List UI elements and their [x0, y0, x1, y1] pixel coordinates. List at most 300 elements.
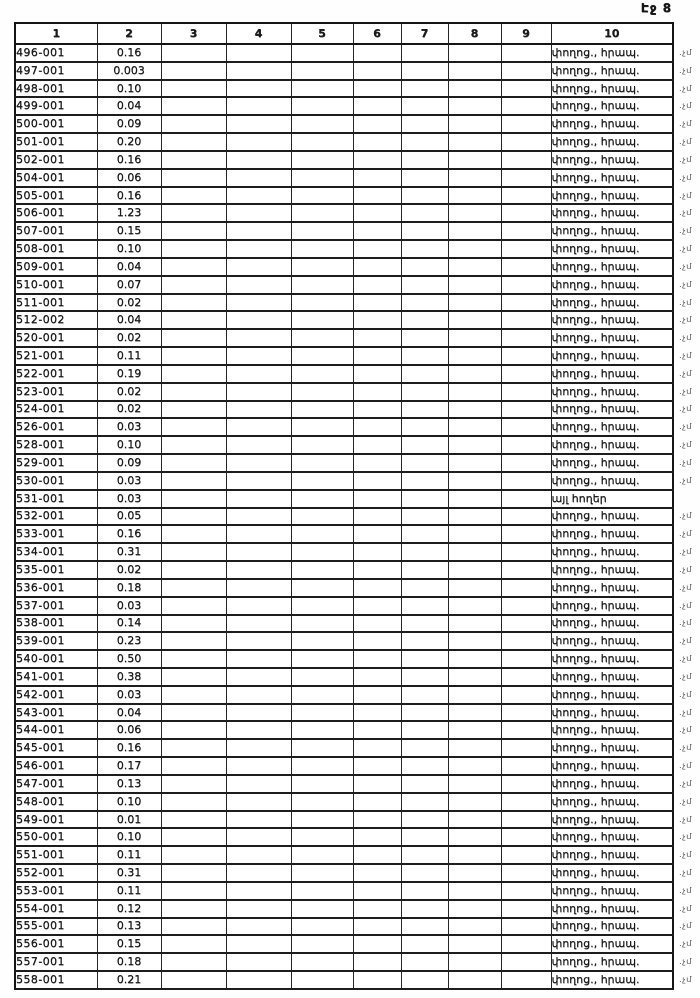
empty-cell — [448, 294, 501, 312]
table-row — [15, 686, 673, 704]
margin-scan-mark: .չմ — [679, 796, 693, 807]
empty-cell — [501, 953, 551, 971]
empty-cell — [226, 793, 291, 811]
empty-cell — [353, 62, 401, 80]
margin-scan-mark: .չմ — [679, 369, 693, 379]
empty-cell — [448, 632, 501, 650]
empty-cell — [448, 579, 501, 597]
landuse-cell: փողոց., հրապ. — [551, 828, 673, 846]
table-row — [15, 365, 673, 383]
code-cell: 547-001 — [15, 775, 97, 793]
empty-cell — [448, 508, 501, 526]
margin-scan-mark: .չմ — [679, 404, 693, 415]
margin-scan-mark: .չմ — [679, 886, 693, 896]
margin-scan-mark: .չմ — [679, 297, 693, 308]
value-cell: 0.02 — [97, 561, 161, 579]
empty-cell — [291, 846, 353, 864]
margin-scan-mark: .չմ — [679, 743, 693, 753]
empty-cell — [353, 311, 401, 329]
empty-cell — [226, 329, 291, 347]
empty-cell — [501, 632, 551, 650]
table-row — [15, 258, 673, 276]
value-cell: 0.31 — [97, 864, 161, 882]
landuse-cell: փողոց., հրապ. — [551, 151, 673, 169]
empty-cell — [448, 62, 501, 80]
empty-cell — [401, 418, 448, 436]
code-cell: 500-001 — [15, 115, 97, 133]
margin-scan-mark: .չմ — [679, 921, 693, 932]
value-cell: 0.23 — [97, 632, 161, 650]
empty-cell — [353, 900, 401, 918]
empty-cell — [448, 436, 501, 454]
empty-cell — [401, 133, 448, 151]
empty-cell — [501, 704, 551, 722]
code-cell: 556-001 — [15, 935, 97, 953]
empty-cell — [291, 365, 353, 383]
table-row — [15, 882, 673, 900]
empty-cell — [401, 882, 448, 900]
empty-cell — [401, 757, 448, 775]
landuse-cell: փողոց., հրապ. — [551, 935, 673, 953]
code-cell: 539-001 — [15, 632, 97, 650]
landuse-cell: փողոց., հրապ. — [551, 62, 673, 80]
empty-cell — [401, 597, 448, 615]
empty-cell — [161, 294, 226, 312]
empty-cell — [291, 133, 353, 151]
value-cell: 0.02 — [97, 329, 161, 347]
value-cell: 0.15 — [97, 935, 161, 953]
empty-cell — [353, 686, 401, 704]
empty-cell — [448, 222, 501, 240]
empty-cell — [161, 204, 226, 222]
landuse-cell: փողոց., հրապ. — [551, 383, 673, 401]
empty-cell — [353, 401, 401, 419]
empty-cell — [501, 721, 551, 739]
code-cell: 501-001 — [15, 133, 97, 151]
empty-cell — [291, 704, 353, 722]
table-row — [15, 668, 673, 686]
empty-cell — [401, 775, 448, 793]
empty-cell — [401, 900, 448, 918]
value-cell: 0.06 — [97, 169, 161, 187]
empty-cell — [353, 882, 401, 900]
empty-cell — [501, 436, 551, 454]
value-cell: 0.16 — [97, 44, 161, 62]
value-cell: 0.13 — [97, 775, 161, 793]
value-cell: 0.50 — [97, 650, 161, 668]
table-row — [15, 204, 673, 222]
margin-scan-mark: .չմ — [679, 583, 693, 593]
empty-cell — [291, 935, 353, 953]
empty-cell — [353, 490, 401, 508]
landuse-cell: փողոց., հրապ. — [551, 311, 673, 329]
column-header-7: 7 — [401, 23, 448, 44]
table-row — [15, 80, 673, 98]
landuse-cell: փողոց., հրապ. — [551, 579, 673, 597]
empty-cell — [291, 543, 353, 561]
empty-cell — [401, 971, 448, 989]
empty-cell — [401, 401, 448, 419]
landuse-cell: այլ հողեր — [551, 490, 673, 508]
table-row — [15, 846, 673, 864]
empty-cell — [353, 365, 401, 383]
empty-cell — [401, 204, 448, 222]
margin-scan-mark: .չմ — [679, 957, 693, 967]
code-cell: 511-001 — [15, 294, 97, 312]
table-row — [15, 775, 673, 793]
table-row — [15, 383, 673, 401]
empty-cell — [353, 811, 401, 829]
value-cell: 0.14 — [97, 615, 161, 633]
empty-cell — [448, 329, 501, 347]
value-cell: 0.10 — [97, 80, 161, 98]
value-cell: 0.03 — [97, 686, 161, 704]
empty-cell — [501, 543, 551, 561]
value-cell: 0.16 — [97, 187, 161, 205]
empty-cell — [161, 775, 226, 793]
empty-cell — [161, 383, 226, 401]
value-cell: 0.13 — [97, 918, 161, 936]
code-cell: 531-001 — [15, 490, 97, 508]
code-cell: 548-001 — [15, 793, 97, 811]
empty-cell — [291, 632, 353, 650]
empty-cell — [291, 508, 353, 526]
empty-cell — [401, 650, 448, 668]
empty-cell — [501, 846, 551, 864]
margin-scan-mark: .չմ — [679, 333, 693, 343]
code-cell: 533-001 — [15, 525, 97, 543]
column-header-4: 4 — [226, 23, 291, 44]
value-cell: 0.20 — [97, 133, 161, 151]
landuse-cell: փողոց., հրապ. — [551, 472, 673, 490]
empty-cell — [161, 347, 226, 365]
empty-cell — [448, 793, 501, 811]
empty-cell — [448, 383, 501, 401]
landuse-cell: փողոց., հրապ. — [551, 115, 673, 133]
margin-scan-mark: .չմ — [679, 850, 693, 860]
code-cell: 551-001 — [15, 846, 97, 864]
empty-cell — [448, 472, 501, 490]
empty-cell — [226, 900, 291, 918]
empty-cell — [501, 115, 551, 133]
margin-scan-mark: .չմ — [679, 440, 693, 450]
empty-cell — [291, 151, 353, 169]
empty-cell — [501, 900, 551, 918]
empty-cell — [353, 543, 401, 561]
landuse-cell: փողոց., հրապ. — [551, 632, 673, 650]
code-cell: 507-001 — [15, 222, 97, 240]
value-cell: 0.18 — [97, 579, 161, 597]
empty-cell — [226, 383, 291, 401]
empty-cell — [226, 294, 291, 312]
code-cell: 534-001 — [15, 543, 97, 561]
header-row — [15, 23, 673, 44]
empty-cell — [353, 597, 401, 615]
empty-cell — [291, 953, 353, 971]
empty-cell — [291, 793, 353, 811]
code-cell: 536-001 — [15, 579, 97, 597]
empty-cell — [353, 204, 401, 222]
landuse-cell: փողոց., հրապ. — [551, 222, 673, 240]
table-row — [15, 597, 673, 615]
empty-cell — [448, 115, 501, 133]
empty-cell — [353, 383, 401, 401]
empty-cell — [401, 365, 448, 383]
empty-cell — [161, 597, 226, 615]
margin-scan-mark: .չմ — [679, 707, 693, 718]
value-cell: 0.10 — [97, 793, 161, 811]
empty-cell — [501, 151, 551, 169]
value-cell: 0.01 — [97, 811, 161, 829]
empty-cell — [401, 115, 448, 133]
table-body — [15, 44, 673, 989]
empty-cell — [401, 918, 448, 936]
empty-cell — [401, 793, 448, 811]
empty-cell — [401, 187, 448, 205]
empty-cell — [501, 615, 551, 633]
value-cell: 0.10 — [97, 240, 161, 258]
empty-cell — [161, 864, 226, 882]
empty-cell — [161, 151, 226, 169]
landuse-cell: փողոց., հրապ. — [551, 668, 673, 686]
empty-cell — [353, 918, 401, 936]
empty-cell — [226, 347, 291, 365]
code-cell: 509-001 — [15, 258, 97, 276]
landuse-cell: փողոց., հրապ. — [551, 80, 673, 98]
empty-cell — [501, 508, 551, 526]
code-cell: 512-002 — [15, 311, 97, 329]
table-row — [15, 276, 673, 294]
code-cell: 550-001 — [15, 828, 97, 846]
landuse-cell: փողոց., հրապ. — [551, 329, 673, 347]
empty-cell — [448, 151, 501, 169]
table-row — [15, 44, 673, 62]
table-row — [15, 828, 673, 846]
empty-cell — [161, 900, 226, 918]
empty-cell — [448, 418, 501, 436]
empty-cell — [401, 80, 448, 98]
code-cell: 532-001 — [15, 508, 97, 526]
empty-cell — [501, 329, 551, 347]
landuse-cell: փողոց., հրապ. — [551, 811, 673, 829]
empty-cell — [161, 454, 226, 472]
empty-cell — [161, 953, 226, 971]
empty-cell — [501, 490, 551, 508]
empty-cell — [501, 258, 551, 276]
margin-scan-mark: .չմ — [679, 476, 693, 486]
margin-scan-mark: .չմ — [679, 48, 693, 58]
code-cell: 544-001 — [15, 721, 97, 739]
empty-cell — [501, 668, 551, 686]
table-header — [15, 23, 673, 44]
empty-cell — [291, 525, 353, 543]
empty-cell — [291, 276, 353, 294]
empty-cell — [161, 490, 226, 508]
empty-cell — [448, 204, 501, 222]
column-header-5: 5 — [291, 23, 353, 44]
empty-cell — [226, 739, 291, 757]
empty-cell — [448, 525, 501, 543]
value-cell: 0.09 — [97, 115, 161, 133]
code-cell: 526-001 — [15, 418, 97, 436]
empty-cell — [291, 739, 353, 757]
table-row — [15, 329, 673, 347]
empty-cell — [501, 80, 551, 98]
empty-cell — [448, 828, 501, 846]
margin-scan-mark: .չմ — [679, 975, 693, 985]
empty-cell — [161, 757, 226, 775]
landuse-cell: փողոց., հրապ. — [551, 686, 673, 704]
table-row — [15, 472, 673, 490]
empty-cell — [291, 775, 353, 793]
table-row — [15, 650, 673, 668]
empty-cell — [353, 704, 401, 722]
empty-cell — [226, 543, 291, 561]
table-row — [15, 971, 673, 989]
empty-cell — [291, 579, 353, 597]
value-cell: 0.10 — [97, 828, 161, 846]
empty-cell — [226, 44, 291, 62]
value-cell: 0.03 — [97, 490, 161, 508]
margin-scan-mark: .չմ — [679, 511, 693, 522]
table-row — [15, 240, 673, 258]
value-cell: 0.21 — [97, 971, 161, 989]
value-cell: 0.02 — [97, 401, 161, 419]
value-cell: 0.17 — [97, 757, 161, 775]
code-cell: 522-001 — [15, 365, 97, 383]
code-cell: 553-001 — [15, 882, 97, 900]
empty-cell — [448, 668, 501, 686]
empty-cell — [353, 187, 401, 205]
empty-cell — [448, 650, 501, 668]
empty-cell — [291, 828, 353, 846]
margin-scan-mark: .չմ — [679, 939, 693, 950]
empty-cell — [448, 169, 501, 187]
empty-cell — [501, 561, 551, 579]
empty-cell — [353, 329, 401, 347]
empty-cell — [161, 971, 226, 989]
empty-cell — [226, 935, 291, 953]
empty-cell — [226, 311, 291, 329]
empty-cell — [226, 365, 291, 383]
code-cell: 499-001 — [15, 97, 97, 115]
empty-cell — [291, 329, 353, 347]
empty-cell — [226, 169, 291, 187]
margin-scan-mark: .չմ — [679, 779, 693, 789]
landuse-cell: փողոց., հրապ. — [551, 918, 673, 936]
code-cell: 554-001 — [15, 900, 97, 918]
empty-cell — [401, 686, 448, 704]
code-cell: 523-001 — [15, 383, 97, 401]
landuse-cell: փողոց., հրապ. — [551, 347, 673, 365]
margin-scan-mark: .չմ — [679, 351, 693, 361]
margin-scan-mark: .չմ — [679, 458, 693, 468]
empty-cell — [401, 721, 448, 739]
empty-cell — [161, 882, 226, 900]
table-row — [15, 222, 673, 240]
empty-cell — [401, 811, 448, 829]
empty-cell — [501, 793, 551, 811]
empty-cell — [291, 418, 353, 436]
table-row — [15, 793, 673, 811]
landuse-cell: փողոց., հրապ. — [551, 953, 673, 971]
landuse-cell: փողոց., հրապ. — [551, 204, 673, 222]
empty-cell — [161, 115, 226, 133]
empty-cell — [448, 882, 501, 900]
empty-cell — [226, 133, 291, 151]
empty-cell — [401, 311, 448, 329]
landuse-cell: փողոց., հրապ. — [551, 543, 673, 561]
margin-scan-mark: .չմ — [679, 279, 693, 290]
empty-cell — [161, 80, 226, 98]
column-header-3: 3 — [161, 23, 226, 44]
margin-scan-mark: .չմ — [679, 172, 693, 183]
empty-cell — [401, 490, 448, 508]
code-cell: 545-001 — [15, 739, 97, 757]
empty-cell — [353, 347, 401, 365]
empty-cell — [448, 739, 501, 757]
empty-cell — [226, 668, 291, 686]
table-row — [15, 561, 673, 579]
margin-scan-mark: .չմ — [679, 689, 693, 700]
empty-cell — [161, 169, 226, 187]
margin-scan-mark: .չմ — [679, 814, 693, 825]
empty-cell — [226, 775, 291, 793]
empty-cell — [291, 169, 353, 187]
empty-cell — [501, 222, 551, 240]
empty-cell — [291, 347, 353, 365]
margin-scan-mark: .չմ — [679, 101, 693, 112]
empty-cell — [501, 757, 551, 775]
landuse-cell: փողոց., հրապ. — [551, 864, 673, 882]
landuse-cell: փողոց., հրապ. — [551, 650, 673, 668]
empty-cell — [501, 401, 551, 419]
landuse-cell: փողոց., հրապ. — [551, 401, 673, 419]
code-cell: 546-001 — [15, 757, 97, 775]
margin-scan-mark: .չմ — [679, 672, 693, 682]
empty-cell — [501, 918, 551, 936]
empty-cell — [226, 436, 291, 454]
margin-scan-mark: .չմ — [679, 190, 693, 201]
code-cell: 505-001 — [15, 187, 97, 205]
empty-cell — [161, 739, 226, 757]
table-row — [15, 811, 673, 829]
empty-cell — [161, 632, 226, 650]
empty-cell — [353, 472, 401, 490]
empty-cell — [401, 561, 448, 579]
empty-cell — [226, 187, 291, 205]
margin-scan-mark: .չմ — [679, 547, 693, 557]
code-cell: 530-001 — [15, 472, 97, 490]
empty-cell — [448, 561, 501, 579]
empty-cell — [501, 294, 551, 312]
empty-cell — [291, 258, 353, 276]
empty-cell — [448, 864, 501, 882]
empty-cell — [226, 704, 291, 722]
code-cell: 540-001 — [15, 650, 97, 668]
value-cell: 0.18 — [97, 953, 161, 971]
code-cell: 537-001 — [15, 597, 97, 615]
margin-scan-mark: .չմ — [679, 155, 693, 165]
margin-scan-mark: .չմ — [679, 244, 693, 254]
empty-cell — [353, 864, 401, 882]
code-cell: 502-001 — [15, 151, 97, 169]
empty-cell — [226, 650, 291, 668]
table-row — [15, 632, 673, 650]
empty-cell — [448, 686, 501, 704]
empty-cell — [401, 383, 448, 401]
empty-cell — [226, 258, 291, 276]
